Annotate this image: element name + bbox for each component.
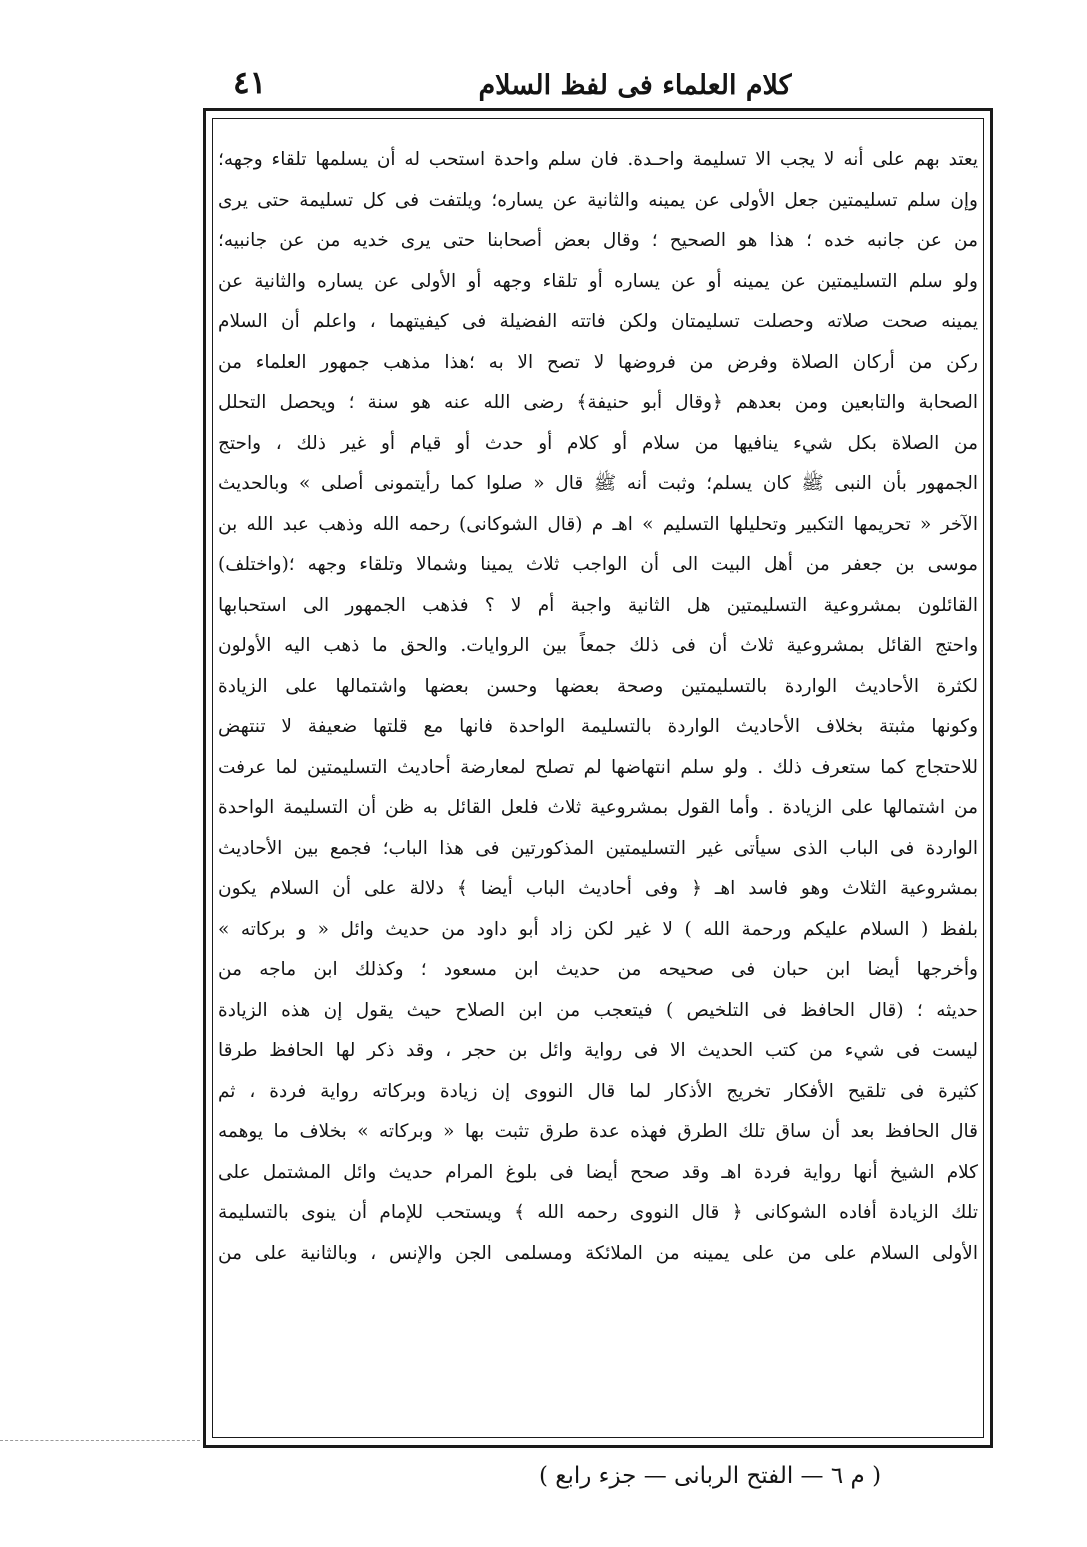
scan-edge-line — [0, 1440, 200, 1441]
text-line: موسى بن جعفر من أهل البيت الى أن الواجب ثلاث يمينا وشمالا وتلقاء وجهه ؛(واختلف) — [218, 554, 978, 575]
text-line: الأولى السلام على من على يمينه من الملائكة ومسلمى الجن والإنس ، وبالثانية على من — [218, 1242, 978, 1264]
text-line: من الصلاة بكل شيء ينافيها من سلام أو كلام أو حدث أو قيام أو غير ذلك ، واحتج — [218, 432, 978, 454]
text-line: تلك الزيادة أفاده الشوكانى ﴿ قال النووى رحمه الله ﴾ ويستحب للإمام أن ينوى بالتسليمة — [218, 1202, 978, 1223]
text-line: الجمهور بأن النبى ﷺ كان يسلم؛ وثبت أنه ﷺ قال « صلوا كما رأيتمونى أصلى » وبالحديث — [218, 473, 978, 494]
text-line: وأخرجها أيضا ابن حبان فى صحيحه من حديث ابن مسعود ؛ وكذلك ابن ماجه من — [218, 959, 978, 980]
page-number: ٤١ — [233, 65, 267, 101]
text-line: قال الحافظ بعد أن ساق تلك الطرق فهذه عدة طرق تثبت بها « وبركاته » بخلاف ما يوهمه — [218, 1121, 978, 1142]
text-line: كلام الشيخ أنها رواية فردة اهـ وقد صحح أيضا فى بلوغ المرام حديث وائل المشتمل على — [218, 1161, 978, 1183]
text-line: الواردة فى الباب الذى سيأتى غير التسليمتين المذكورتين فى هذا الباب؛ فجمع بين الأحاديث — [218, 837, 978, 859]
text-line: من عن جانبه خده ؛ هذا هو الصحيح ؛ وقال بعض أصحابنا حتى يرى خديه من عن جانبيه؛ — [218, 230, 978, 251]
text-line: ولو سلم التسليمتين عن يمينه أو عن يساره أو تلقاء وجهه أو الأولى عن يساره والثانية عن — [218, 270, 978, 292]
page-header — [205, 52, 995, 112]
text-line: واحتج القائل بمشروعية ثلاث أن فى ذلك جمعاً بين الروايات. والحق ما ذهب اليه الأولون — [218, 635, 978, 656]
body-text — [218, 140, 978, 1435]
text-line: يعتد بهم على أنه لا يجب الا تسليمة واحـدة. فان سلم واحدة استحب له أن يسلمها تلقاء وجهه؛ — [218, 149, 978, 170]
text-line: حديثه ؛ (قال الحافظ فى التلخيص ) فيتعجب من ابن الصلاح حيث يقول إن هذه الزيادة — [218, 999, 978, 1021]
running-title: كلام العلماء فى لفظ السلام — [478, 70, 792, 101]
text-line: وإن سلم تسليمتين جعل الأولى عن يمينه والثانية عن يساره؛ ويلتفت فى كل تسليمة حتى يرى — [218, 189, 978, 211]
text-line: وكونها مثبتة بخلاف الأحاديث الواردة بالتسليمة الواحدة فانها مع قلتها ضعيفة لا تنتهض — [218, 716, 978, 737]
text-line: للاحتجاج كما ستعرف ذلك . ولو سلم انتهاضها لم تصلح لمعارضة أحاديث التسليمتين لما عرفت — [218, 756, 978, 778]
text-line: بلفظ ( السلام عليكم ورحمة الله ) لا غير لكن زاد أبو داود من حديث وائل « و بركاته » — [218, 918, 978, 940]
text-line: الآخر « تحريمها التكبير وتحليلها التسليم » اهـ م (قال الشوكانى) رحمه الله وذهب عبد الله بن — [218, 513, 978, 535]
text-line: كثيرة فى تلقيح الأفكار تخريج الأذكار لما قال النووى إن زيادة وبركاته رواية فردة ، ثم — [218, 1080, 978, 1102]
text-line: الصحابة والتابعين ومن بعدهم ﴿وقال أبو حنيفة﴾ رضى الله عنه هو سنة ؛ ويحصل التحلل — [218, 392, 978, 413]
text-line: ركن من أركان الصلاة وفرض من فروضها لا تصح الا به ؛هذا مذهب جمهور العلماء من — [218, 351, 978, 373]
text-line: بمشروعية الثلاث وهو فاسد اهـ ﴿ وفى أحاديث الباب أيضا ﴾ دلالة على أن السلام يكون — [218, 878, 978, 899]
text-line: القائلون بمشروعية التسليمتين هل الثانية واجبة أم لا ؟ فذهب الجمهور الى استحبابها — [218, 594, 978, 616]
text-line: لكثرة الأحاديث الواردة بالتسليمتين وصحة بعضها وحسن بعضها واشتمالها على الزيادة — [218, 675, 978, 697]
text-line: من اشتمالها على الزيادة . وأما القول بمشروعية ثلاث فلعل القائل به ظن أن التسليمة الواحدة — [218, 797, 978, 818]
text-line: ليست فى شيء من كتب الحديث الا فى رواية وائل بن حجر ، وقد ذكر لها الحافظ طرقا — [218, 1040, 978, 1061]
text-line: يمينه صحت صلاته وحصلت تسليمتان ولكن فاتته الفضيلة فى كيفيتهما ، واعلم أن السلام — [218, 311, 978, 332]
page-footer: ( م ٦ — الفتح الربانى — جزء رابع ) — [538, 1463, 882, 1489]
